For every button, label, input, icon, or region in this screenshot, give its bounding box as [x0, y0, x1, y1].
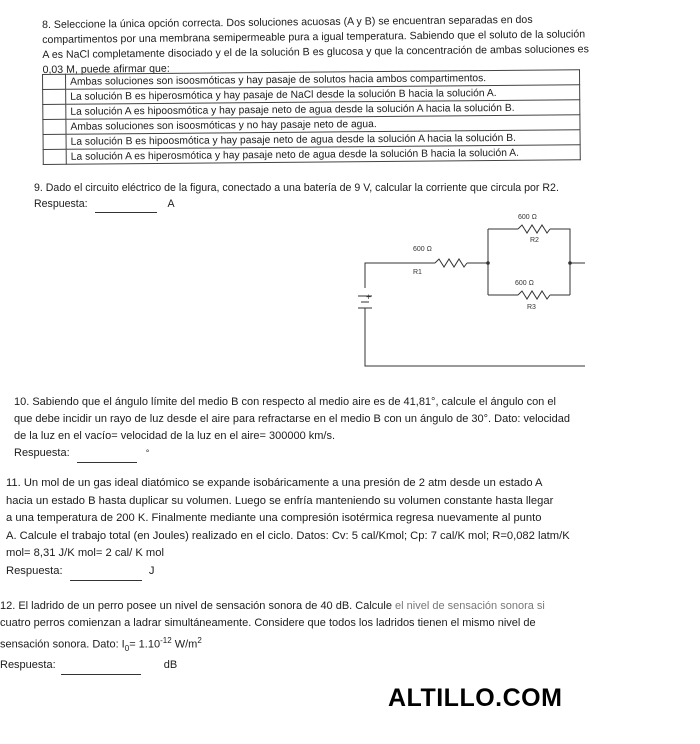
q11-line-3: a una temperatura de 200 K. Finalmente mediante una compresión isotérmica regresa nuevamente al punto — [6, 512, 542, 524]
r3-resistor — [518, 291, 550, 299]
question-12 — [0, 598, 690, 675]
q9-answer-label: Respuesta: — [34, 198, 88, 210]
q12-line-1 — [0, 598, 690, 615]
r2-name-label: R2 — [530, 237, 539, 244]
q11-line-2: hacia un estado B hasta duplicar su volumen. Luego se enfría manteniendo su volumen constante hasta llegar — [6, 494, 554, 507]
q10-answer-blank[interactable] — [77, 445, 137, 463]
q12-answer-unit: dB — [163, 658, 178, 671]
q11-answer-blank[interactable] — [70, 563, 142, 582]
q12-line-1-faded-text: el nivel de sensación sonora si — [395, 600, 545, 612]
q8-option-checkbox[interactable] — [43, 149, 66, 164]
q8-option-text: La solución A es hipoosmótica y hay pasaje neto de agua desde la solución A hacia la solución B. — [66, 100, 580, 119]
q12-answer-label: Respuesta: — [0, 658, 56, 671]
q8-option-checkbox[interactable] — [43, 104, 66, 119]
q12-exponent: -12 — [160, 636, 172, 645]
q8-line-4: 0,03 M, puede afirmar que: — [42, 62, 170, 76]
q8-option-checkbox[interactable] — [43, 74, 66, 89]
q8-options-table — [42, 69, 581, 165]
q11-answer-unit: J — [148, 564, 155, 577]
q8-option-checkbox[interactable] — [43, 89, 66, 104]
q8-option-text: La solución A es hiperosmótica y hay pasaje neto de agua desde la solución B hacia la solución A. — [66, 145, 580, 164]
q12-line-3-unit: W/m — [171, 638, 198, 651]
q11-line-5: mol= 8,31 J/K mol= 2 cal/ K mol — [6, 547, 164, 559]
r3-value-label: 600 Ω — [515, 280, 534, 287]
q12-subscript: 0 — [124, 643, 130, 653]
circuit-wire — [365, 263, 585, 366]
q12-line-3-text: sensación sonora. Dato: I — [0, 638, 125, 651]
q10-answer-unit: ° — [145, 448, 150, 458]
circuit-wire — [550, 229, 570, 295]
r1-name-label: R1 — [413, 269, 422, 276]
q8-option-text: La solución B es hiperosmótica y hay pasaje de NaCl desde la solución B hacia la solución A. — [66, 85, 580, 104]
brand-watermark: ALTILLO.COM — [388, 684, 563, 712]
q8-line-3: A es NaCl completamente disociado y el de la solución B es glucosa y que la concentración de ambas soluciones es — [42, 43, 589, 61]
q10-answer-line — [14, 445, 654, 463]
q9-text: 9. Dado el circuito eléctrico de la figura, conectado a una batería de 9 V, calcular la corriente que circula por R2. — [34, 182, 559, 194]
r2-value-label: 600 Ω — [518, 214, 537, 221]
q11-line-4: A. Calcule el trabajo total (en Joules) realizado en el ciclo. Datos: Cv: 5 cal/Kmol; Cp: 7 cal/K mol; R=0,082 latm/K — [6, 529, 570, 542]
question-10 — [14, 394, 654, 463]
q10-line-1: 10. Sabiendo que el ángulo límite del medio B con respecto al medio aire es de 41,81°, calcule el ángulo con el — [14, 396, 556, 408]
q12-answer-blank[interactable] — [61, 657, 141, 675]
q8-option-checkbox[interactable] — [43, 134, 66, 149]
r2-resistor — [518, 225, 550, 233]
q8-line-2: compartimentos por una membrana semipermeable pura a igual temperatura. Sabiendo que el soluto de la solución — [42, 28, 586, 46]
q10-line-3: de la luz en el vacío= velocidad de la luz en el aire= 300000 km/s. — [14, 430, 336, 442]
q9-answer-unit: A — [167, 198, 175, 210]
q10-answer-label: Respuesta: — [14, 447, 70, 459]
r1-resistor — [435, 259, 467, 267]
q11-line-1: 11. Un mol de un gas ideal diatómico se expande isobáricamente a una presión de 2 atm desde un estado A — [6, 477, 543, 489]
circuit-wire — [365, 263, 435, 288]
question-11 — [6, 475, 666, 581]
q8-option-text: Ambas soluciones son isoosmóticas y hay pasaje de solutos hacia ambos compartimentos. — [66, 70, 580, 89]
q8-option-checkbox[interactable] — [43, 119, 66, 134]
q11-answer-line — [6, 563, 666, 582]
q12-line-3-value: = 1.10 — [129, 638, 161, 651]
q8-line-1: 8. Seleccione la única opción correcta. Dos soluciones acuosas (A y B) se encuentran separadas en dos — [42, 13, 533, 31]
r1-value-label: 600 Ω — [413, 246, 432, 253]
q8-option-text: Ambas soluciones son isoosmóticas y no hay pasaje neto de agua. — [66, 115, 580, 134]
q12-line-3 — [0, 632, 690, 657]
circuit-node — [568, 261, 572, 265]
q11-answer-label: Respuesta: — [6, 564, 63, 577]
q12-unit-exponent: 2 — [197, 636, 202, 645]
circuit-node — [486, 261, 490, 265]
q10-line-2: que debe incidir un rayo de luz desde el aire para refractarse en el medio B con un ángulo de 30°. Dato: velocidad — [14, 413, 570, 425]
battery-plus-sign: + — [366, 292, 372, 302]
q12-line-2: cuatro perros comienzan a ladrar simultáneamente. Considere que todos los ladridos tienen el mismo nivel de — [0, 617, 536, 629]
q8-option-text: La solución B es hipoosmótica y hay pasaje neto de agua desde la solución A hacia la solución B. — [66, 130, 580, 149]
r3-name-label: R3 — [527, 304, 536, 311]
question-8 — [42, 12, 641, 78]
circuit-diagram — [355, 208, 585, 370]
q12-line-1-text: 12. El ladrido de un perro posee un nivel de sensación sonora de 40 dB. Calcule — [0, 600, 396, 612]
q12-answer-line — [0, 657, 690, 675]
q9-answer-blank[interactable] — [95, 196, 157, 213]
